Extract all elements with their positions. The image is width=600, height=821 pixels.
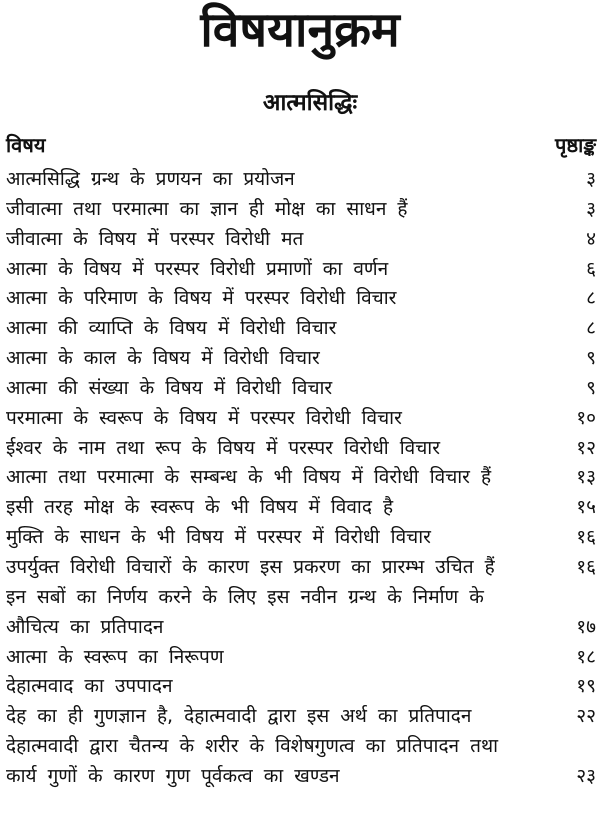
entry-title: देहात्मवादी द्वारा चैतन्य के शरीर के विशेषगुणत्व का प्रतिपादन तथा [6,735,499,758]
entry-page-number: ९ [586,347,596,370]
contents-entry [6,284,596,314]
entry-title: परमात्मा के स्वरूप के विषय में परस्पर विरोधी विचार [6,406,402,429]
contents-entry [6,225,596,255]
contents-entry [6,314,596,344]
entry-page-number: ४ [586,227,596,250]
contents-entry [6,434,596,464]
entry-page-number: १५ [576,496,596,519]
entry-title: आत्मा तथा परमात्मा के सम्बन्ध के भी विषय में विरोधी विचार हैं [6,466,492,489]
contents-entry [6,702,596,732]
entry-page-number: १३ [576,466,596,489]
contents-entry [6,404,596,434]
entry-page-number: ६ [586,257,596,280]
entry-title: उपर्युक्त विरोधी विचारों के कारण इस प्रकरण का प्रारम्भ उचित हैं [6,555,495,578]
contents-entry [6,553,596,583]
entry-page-number: १६ [576,526,596,549]
contents-entry [6,732,596,762]
contents-list [6,165,596,792]
entry-page-number: १८ [576,645,596,668]
entry-title: आत्मा की संख्या के विषय में विरोधी विचार [6,376,333,399]
entry-page-number [566,732,596,762]
entry-title: आत्मा के काल के विषय में विरोधी विचार [6,347,320,370]
entry-title: ईश्वर के नाम तथा रूप के विषय में परस्पर विरोधी विचार [6,436,440,459]
section-title: आत्मसिद्धिः [262,90,358,116]
entry-page-number: १७ [576,615,596,638]
entry-title: मुक्ति के साधन के भी विषय में परस्पर में विरोधी विचार [6,526,431,549]
entry-page-number: ८ [586,287,596,310]
entry-page-number: ९ [586,376,596,399]
entry-page-number: १६ [576,555,596,578]
subject-header: विषय [6,133,46,157]
entry-page-number: ३ [586,197,596,220]
contents-entry [6,344,596,374]
entry-title: जीवात्मा के विषय में परस्पर विरोधी मत [6,227,304,250]
contents-entry [6,374,596,404]
entry-title: इन सबों का निर्णय करने के लिए इस नवीन ग्रन्थ के निर्माण के [6,585,484,608]
page-title: विषयानुक्रम [200,2,400,58]
entry-title: देह का ही गुणज्ञान है, देहात्मवादी द्वारा इस अर्थ का प्रतिपादन [6,705,472,728]
contents-entry [6,672,596,702]
contents-entry [6,643,596,673]
entry-page-number: १२ [576,436,596,459]
entry-title: जीवात्मा तथा परमात्मा का ज्ञान ही मोक्ष का साधन हैं [6,197,408,220]
entry-title: देहात्मवाद का उपपादन [6,675,173,698]
entry-title: कार्य गुणों के कारण गुण पूर्वकत्व का खण्डन [6,764,340,787]
contents-entry [6,255,596,285]
contents-entry [6,165,596,195]
entry-page-number: १९ [576,675,596,698]
entry-page-number: ३ [586,168,596,190]
contents-entry [6,762,596,792]
entry-page-number: २३ [576,764,596,787]
contents-entry [6,195,596,225]
entry-title: आत्मा के परिमाण के विषय में परस्पर विरोधी विचार [6,287,397,310]
entry-page-number: ८ [586,317,596,340]
entry-title: आत्मा की व्याप्ति के विषय में विरोधी विचार [6,317,337,340]
contents-entry [6,523,596,553]
page-header: पृष्ठाङ्क [555,133,596,157]
contents-entry [6,583,596,613]
entry-page-number [566,583,596,613]
entry-page-number: २२ [576,705,596,728]
column-headers [6,130,596,160]
entry-title: औचित्य का प्रतिपादन [6,615,164,638]
contents-entry [6,463,596,493]
entry-page-number: १० [576,406,596,429]
entry-title: आत्मा के स्वरूप का निरूपण [6,645,224,668]
entry-title: आत्मसिद्धि ग्रन्थ के प्रणयन का प्रयोजन [6,168,295,190]
contents-entry [6,613,596,643]
contents-entry [6,493,596,523]
entry-title: आत्मा के विषय में परस्पर विरोधी प्रमाणों का वर्णन [6,257,389,280]
entry-title: इसी तरह मोक्ष के स्वरूप के भी विषय में विवाद है [6,496,394,519]
